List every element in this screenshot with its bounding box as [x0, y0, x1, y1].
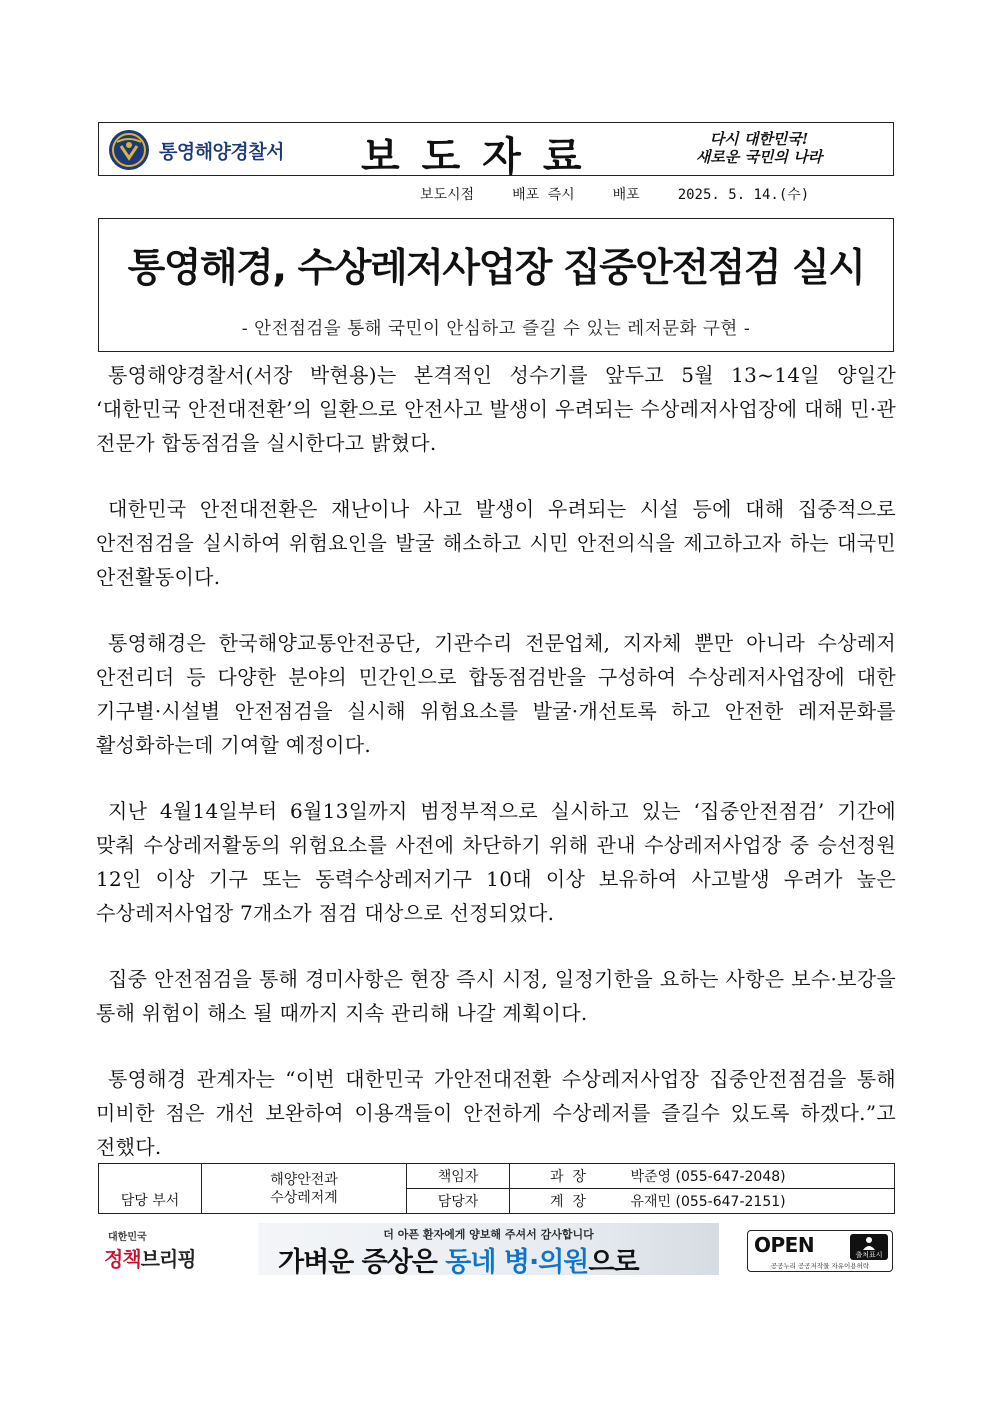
briefing-small-text: 대한민국 — [108, 1232, 147, 1243]
paragraph-3: 통영해경은 한국해양교통안전공단, 기관수리 전문업체, 지자체 뿐만 아니라 수상레저 안전리더 등 다양한 분야의 민간인으로 합동점검반을 구성하여 수상레저사업장에 대한 기구별·시설별 안전점검을 실시해 위험요소를 발굴·개선토록 하고 안전한 레저문화를 활성화하는데 기여할 예정이다. — [96, 631, 896, 757]
contact-2-name: 유재민 (055-647-2151) — [630, 1194, 786, 1210]
banner-main-1: 가벼운 증상은 — [278, 1247, 446, 1275]
team-name — [202, 1164, 407, 1214]
release-date-label: 배포 — [612, 187, 640, 203]
team-line-1: 해양안전과 — [270, 1171, 338, 1188]
press-header — [98, 122, 894, 180]
kogl-open-badge — [747, 1230, 893, 1272]
release-label: 보도시점 — [420, 187, 475, 203]
slogan — [659, 130, 859, 166]
briefing-title-red: 정책 — [104, 1247, 141, 1271]
team-line-2: 수상레저계 — [270, 1189, 338, 1206]
campaign-banner — [258, 1223, 719, 1275]
banner-top-text: 더 아픈 환자에게 양보해 주셔서 감사합니다 — [383, 1228, 594, 1241]
contact-1-name: 박준영 (055-647-2048) — [630, 1169, 786, 1185]
org-logo — [107, 128, 284, 172]
role-2: 담당자 — [407, 1189, 510, 1214]
briefing-title-rest: 브리핑 — [140, 1247, 196, 1271]
paragraph-2: 대한민국 안전대전환은 재난이나 사고 발생이 우려되는 시설 등에 대해 집중적으로 안전점검을 실시하여 위험요인을 발굴 해소하고 시민 안전의식을 제고하고자 하는 대국민 안전활동이다. — [96, 497, 896, 589]
banner-main-3: 으로 — [588, 1247, 639, 1275]
dept-label: 담당 부서 — [99, 1164, 202, 1214]
release-value: 배포 즉시 — [512, 187, 575, 203]
open-word: OPEN — [754, 1233, 815, 1257]
slogan-line-1: 다시 대한민국! — [709, 130, 809, 148]
person-icon — [862, 1236, 876, 1250]
coast-guard-emblem-icon — [107, 128, 151, 172]
org-name: 통영해양경찰서 — [159, 140, 284, 163]
contact-1 — [510, 1164, 895, 1189]
table-row — [99, 1164, 895, 1189]
release-date: 2025. 5. 14.(수) — [677, 187, 810, 203]
briefing-title — [104, 1243, 214, 1272]
role-1: 책임자 — [407, 1164, 510, 1189]
attribution-badge-text: 출처표시 — [855, 1251, 883, 1259]
press-release-title: 보도자료 — [361, 134, 604, 180]
attribution-badge — [850, 1234, 888, 1260]
paragraph-4: 지난 4월14일부터 6월13일까지 범정부적으로 실시하고 있는 ‘집중안전점검’ 기간에 맞춰 수상레저활동의 위험요소를 사전에 차단하기 위해 관내 수상레저사업장 중 승선정원 12인 이상 기구 또는 동력수상레저기구 10대 이상 보유하여 사고발생 우려가 높은 수상레저사업장 7개소가 점검 대상으로 선정되었다. — [96, 799, 896, 925]
contact-1-title: 과 장 — [550, 1169, 586, 1185]
headline-box — [98, 218, 894, 352]
article-body — [96, 358, 896, 1196]
paragraph-6: 통영해경 관계자는 “이번 대한민국 가안전대전환 수상레저사업장 집중안전점검을 통해 미비한 점은 개선 보완하여 이용객들이 안전하게 수상레저를 즐길수 있도록 하겠다.”고 전했다. — [96, 1067, 896, 1159]
release-info — [420, 184, 809, 204]
contact-table — [98, 1163, 895, 1214]
paragraph-1: 통영해양경찰서(서장 박현용)는 본격적인 성수기를 앞두고 5월 13~14일 양일간 ‘대한민국 안전대전환’의 일환으로 안전사고 발생이 우려되는 수상레저사업장에 대해 민·관 전문가 합동점검을 실시한다고 밝혔다. — [96, 363, 896, 455]
policy-briefing-logo — [104, 1228, 214, 1278]
subheadline: - 안전점검을 통해 국민이 안심하고 즐길 수 있는 레저문화 구현 - — [241, 319, 751, 339]
open-caption: 공공누리 공공저작물 자유이용허락 — [770, 1262, 870, 1270]
contact-2-title: 계 장 — [550, 1194, 586, 1210]
banner-main-text — [278, 1240, 639, 1275]
slogan-line-2: 새로운 국민의 나라 — [695, 148, 823, 166]
contact-2 — [510, 1189, 895, 1214]
paragraph-5: 집중 안전점검을 통해 경미사항은 현장 즉시 시정, 일정기한을 요하는 사항은 보수·보강을 통해 위험이 해소 될 때까지 지속 관리해 나갈 계획이다. — [96, 967, 896, 1025]
banner-main-2: 동네 병·의원 — [445, 1247, 589, 1275]
headline: 통영해경, 수상레저사업장 집중안전점검 실시 — [127, 246, 865, 291]
